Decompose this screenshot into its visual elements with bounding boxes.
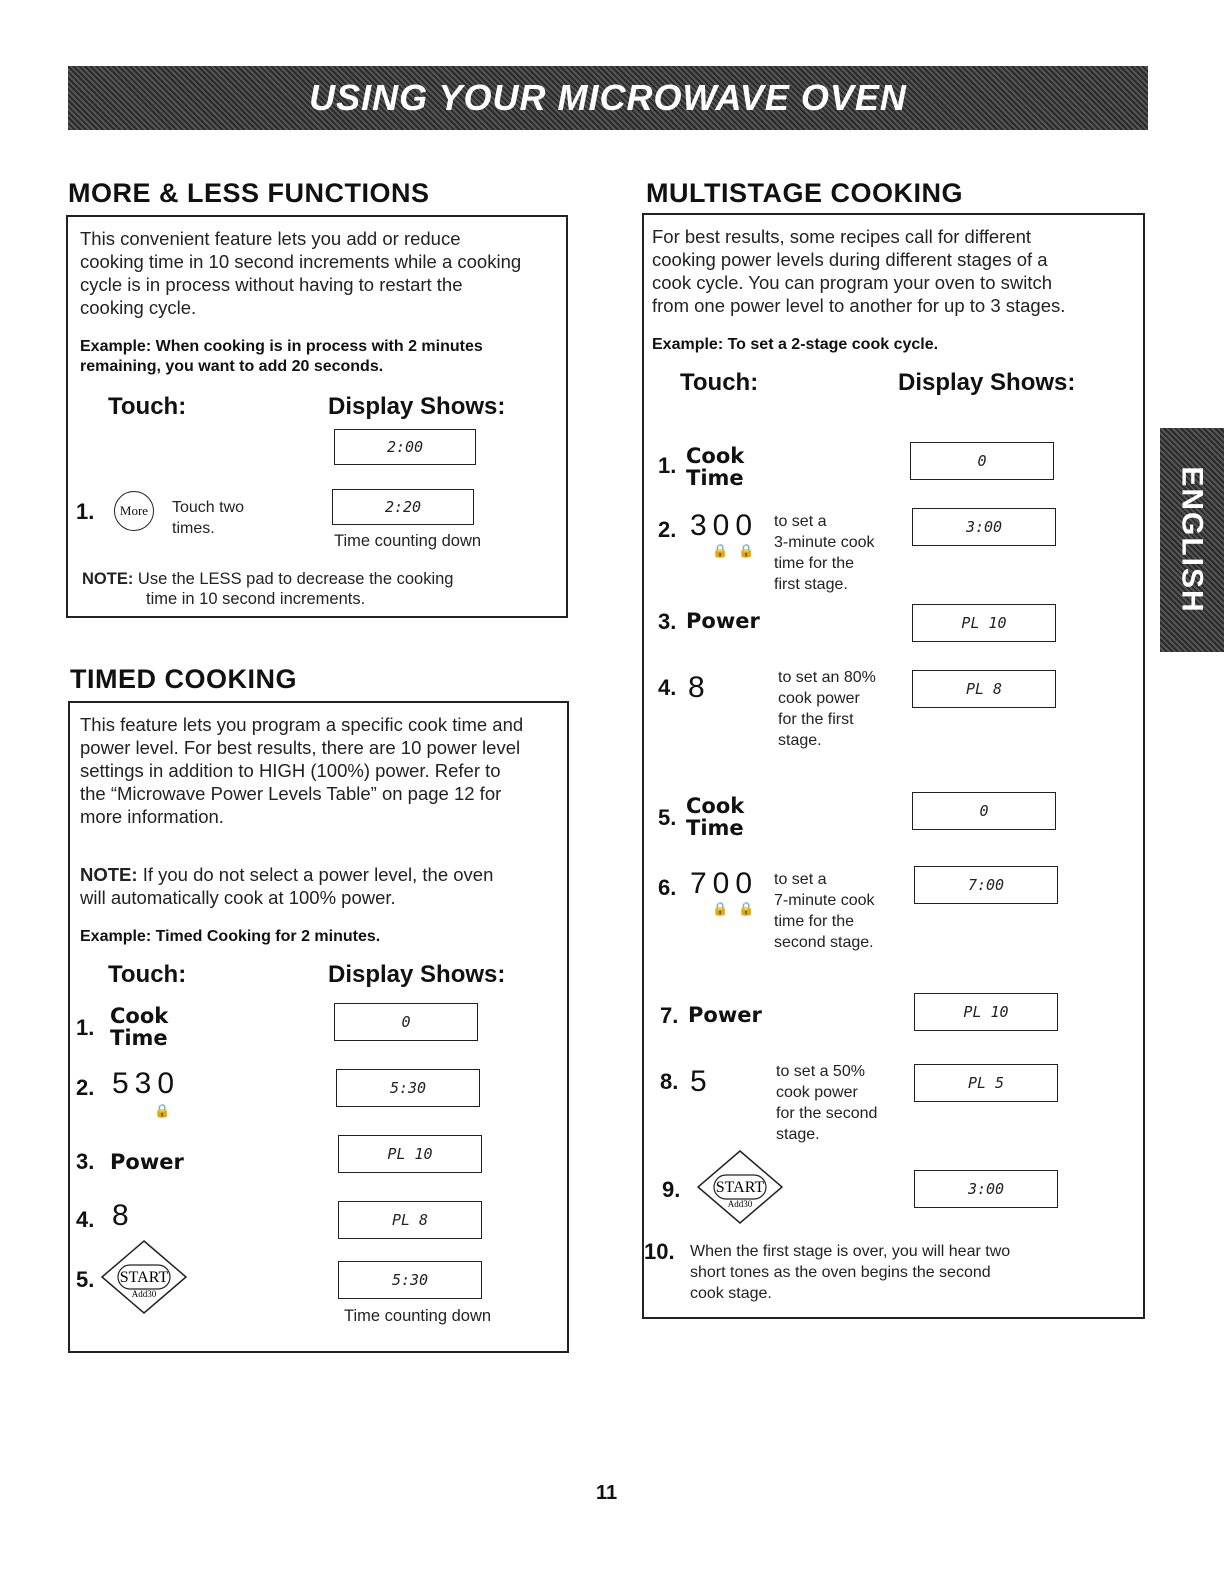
more-button[interactable]: More — [114, 491, 154, 531]
more-less-example — [80, 337, 483, 377]
description-line: 3-minute cook — [774, 534, 875, 551]
add30-label: Add30 — [131, 1289, 157, 1299]
display-panel: PL 10 — [912, 604, 1056, 642]
note-text: time in 10 second increments. — [146, 590, 366, 608]
display-caption: Time counting down — [334, 532, 482, 550]
intro-line: This convenient feature lets you add or reduce — [80, 228, 461, 249]
number-key[interactable]: 8 — [688, 671, 711, 704]
step-number: 7. — [660, 1003, 679, 1028]
lock-icon: 🔒 — [154, 1103, 181, 1118]
key-label: Cook — [110, 1004, 169, 1028]
timed-example: Example: Timed Cooking for 2 minutes. — [80, 928, 381, 945]
step-number: 4. — [76, 1207, 95, 1232]
display-panel: PL 8 — [338, 1201, 482, 1239]
example-line: Example: When cooking is in process with 2 minutes — [80, 338, 483, 355]
page-header-title: USING YOUR MICROWAVE OVEN — [309, 77, 907, 118]
key-label: Cook — [686, 794, 745, 818]
key-label: Time — [686, 466, 744, 490]
step-number: 1. — [658, 453, 677, 478]
language-side-tab — [1160, 428, 1224, 652]
step-number: 2. — [658, 517, 677, 542]
step-number: 1. — [76, 1015, 95, 1040]
multistage-box — [642, 213, 1145, 1319]
display-panel: 0 — [334, 1003, 478, 1041]
timed-note — [80, 863, 493, 909]
description-line: second stage. — [774, 934, 874, 951]
step-description — [172, 497, 244, 539]
display-header: Display Shows: — [898, 369, 1076, 396]
intro-line: This feature lets you program a specific cook time and — [80, 714, 524, 735]
step-number: 10. — [644, 1239, 675, 1264]
step-number: 3. — [76, 1149, 95, 1174]
display-panel: 7:00 — [914, 866, 1058, 904]
step-number: 9. — [662, 1177, 681, 1202]
note-label: NOTE: — [82, 570, 134, 588]
touch-header: Touch: — [108, 393, 187, 420]
start-button-shape — [100, 1239, 188, 1315]
key-label: Time — [686, 816, 744, 840]
multistage-example: Example: To set a 2-stage cook cycle. — [652, 336, 939, 353]
language-side-tab-label: ENGLISH — [1176, 466, 1210, 614]
intro-line: cooking time in 10 second increments while a cooking — [80, 251, 522, 272]
cook-time-key[interactable] — [686, 795, 744, 839]
display-header: Display Shows: — [328, 393, 506, 420]
description-line: 7-minute cook — [774, 892, 875, 909]
power-key[interactable]: Power — [110, 1150, 184, 1174]
step-number: 2. — [76, 1075, 95, 1100]
step-number: 3. — [658, 609, 677, 634]
description-line: for the first — [778, 711, 854, 728]
step-number: 6. — [658, 875, 677, 900]
lock-icon: 🔒🔒 — [712, 543, 765, 558]
key-label: Time — [110, 1026, 168, 1050]
more-less-intro — [80, 227, 521, 319]
description-line: cook stage. — [690, 1285, 772, 1302]
start-button[interactable] — [696, 1149, 784, 1225]
display-panel: 5:30 — [336, 1069, 480, 1107]
multistage-title: MULTISTAGE COOKING — [646, 178, 963, 208]
display-panel: PL 8 — [912, 670, 1056, 708]
page-number: 11 — [596, 1482, 618, 1504]
display-panel: PL 10 — [338, 1135, 482, 1173]
description-line: first stage. — [774, 576, 848, 593]
start-label: START — [119, 1269, 169, 1286]
number-keys[interactable]: 700 — [690, 867, 759, 900]
intro-line: cooking cycle. — [80, 297, 197, 318]
description-line: times. — [172, 520, 215, 537]
intro-line: more information. — [80, 806, 224, 827]
header-banner — [68, 66, 1148, 130]
intro-line: cooking power levels during different stages of a — [652, 249, 1048, 270]
display-header: Display Shows: — [328, 961, 506, 988]
touch-header: Touch: — [108, 961, 187, 988]
description-line: cook power — [778, 690, 860, 707]
description-line: stage. — [778, 732, 822, 749]
display-caption: Time counting down — [344, 1307, 492, 1325]
multistage-intro — [652, 225, 1065, 317]
add30-label: Add30 — [727, 1199, 753, 1209]
number-key[interactable]: 5 — [690, 1065, 713, 1098]
description-line: to set a — [774, 871, 827, 888]
start-button-shape — [696, 1149, 784, 1225]
intro-line: cook cycle. You can program your oven to switch — [652, 272, 1053, 293]
intro-line: cycle is in process without having to restart the — [80, 274, 463, 295]
start-button[interactable] — [100, 1239, 188, 1315]
description-line: time for the — [774, 913, 855, 930]
description-line: stage. — [776, 1126, 820, 1143]
timed-cooking-title: TIMED COOKING — [70, 664, 297, 694]
step-description — [690, 1241, 1010, 1304]
description-line: When the first stage is over, you will hear two — [690, 1243, 1011, 1260]
display-panel: PL 5 — [914, 1064, 1058, 1102]
timed-intro — [80, 713, 523, 828]
display-panel: 3:00 — [914, 1170, 1058, 1208]
power-key[interactable]: Power — [686, 609, 760, 633]
step-number: 5. — [76, 1267, 95, 1292]
intro-line: the “Microwave Power Levels Table” on page 12 for — [80, 783, 502, 804]
step-description — [776, 1061, 877, 1145]
note-text: Use the LESS pad to decrease the cooking — [133, 570, 454, 588]
description-line: Touch two — [172, 499, 245, 516]
intro-line: from one power level to another for up to 3 stages. — [652, 295, 1066, 316]
note-label: NOTE: — [80, 864, 138, 885]
more-less-note — [82, 569, 453, 609]
display-panel: 2:00 — [334, 429, 476, 465]
description-line: to set an 80% — [778, 669, 876, 686]
step-number: 5. — [658, 805, 677, 830]
touch-header: Touch: — [680, 369, 759, 396]
number-keys[interactable]: 530 — [112, 1067, 181, 1100]
display-panel: PL 10 — [914, 993, 1058, 1031]
description-line: for the second — [776, 1105, 878, 1122]
step-number: 1. — [76, 499, 95, 524]
display-panel: 0 — [910, 442, 1054, 480]
start-label: START — [715, 1179, 765, 1196]
step-number: 8. — [660, 1069, 679, 1094]
intro-line: For best results, some recipes call for different — [652, 226, 1032, 247]
cook-time-key[interactable] — [110, 1005, 168, 1049]
display-panel: 2:20 — [332, 489, 474, 525]
example-line: remaining, you want to add 20 seconds. — [80, 358, 384, 375]
description-line: time for the — [774, 555, 855, 572]
intro-line: power level. For best results, there are 10 power level — [80, 737, 521, 758]
description-line: cook power — [776, 1084, 858, 1101]
step-description — [774, 869, 875, 953]
note-text: If you do not select a power level, the oven — [137, 864, 494, 885]
key-label: Cook — [686, 444, 745, 468]
more-less-title: MORE & LESS FUNCTIONS — [68, 178, 430, 208]
description-line: short tones as the oven begins the second — [690, 1264, 991, 1281]
display-panel: 5:30 — [338, 1261, 482, 1299]
step-description — [778, 667, 876, 751]
note-text: will automatically cook at 100% power. — [80, 887, 396, 908]
display-panel: 0 — [912, 792, 1056, 830]
intro-line: settings in addition to HIGH (100%) power. Refer to — [80, 760, 501, 781]
description-line: to set a 50% — [776, 1063, 865, 1080]
display-panel: 3:00 — [912, 508, 1056, 546]
step-description — [774, 511, 875, 595]
number-key[interactable]: 8 — [112, 1199, 135, 1232]
number-keys[interactable]: 300 — [690, 509, 759, 542]
step-number: 4. — [658, 675, 677, 700]
lock-icon: 🔒🔒 — [712, 901, 765, 916]
more-less-box — [66, 215, 568, 618]
cook-time-key[interactable] — [686, 445, 744, 489]
timed-cooking-box — [68, 701, 569, 1353]
power-key[interactable]: Power — [688, 1003, 762, 1027]
description-line: to set a — [774, 513, 827, 530]
